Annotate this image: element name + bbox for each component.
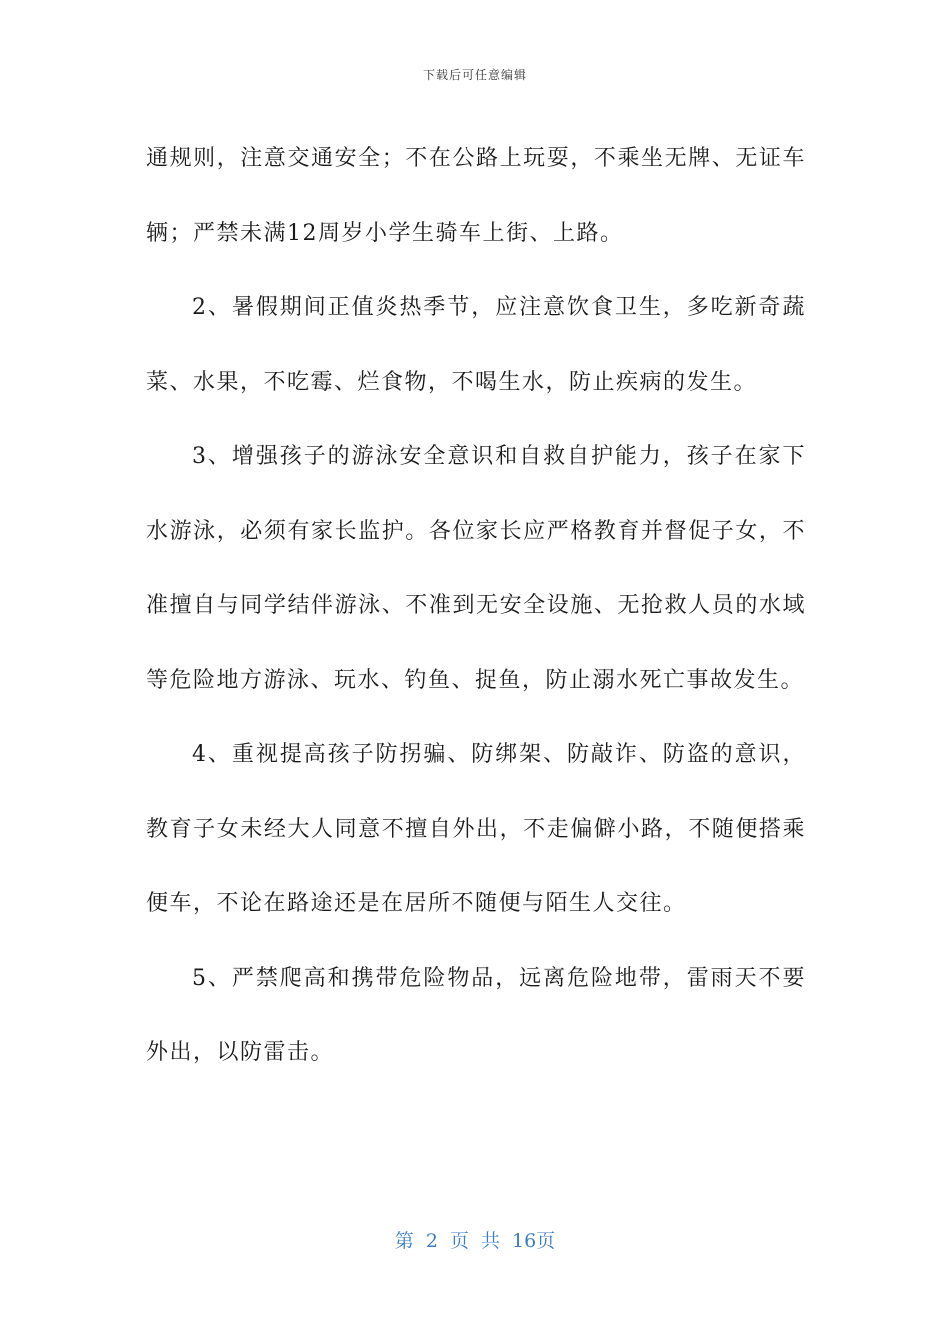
paragraph-item-3: 3、增强孩子的游泳安全意识和自救自护能力，孩子在家下水游泳，必须有家长监护。各位家长应严格教育并督促子女，不准擅自与同学结伴游泳、不准到无安全设施、无抢救人员的水域等危险地方游泳、玩水、钓鱼、捉鱼，防止溺水死亡事故发生。 <box>146 444 806 693</box>
download-note: 下载后可任意编辑 <box>422 68 527 82</box>
paragraph-item-2: 2、暑假期间正值炎热季节，应注意饮食卫生，多吃新奇蔬菜、水果，不吃霉、烂食物，不喝生水，防止疾病的发生。 <box>146 295 806 395</box>
paragraph-item-4: 4、重视提高孩子防拐骗、防绑架、防敲诈、防盗的意识，教育子女未经大人同意不擅自外出，不走偏僻小路，不随便搭乘便车，不论在路途还是在居所不随便与陌生人交往。 <box>146 742 806 916</box>
document-body <box>146 122 806 1091</box>
page-number: 第 2 页 共 16页 <box>394 1230 556 1252</box>
paragraph-item-5: 5、严禁爬高和携带危险物品，远离危险地带，雷雨天不要外出，以防雷击。 <box>146 965 806 1065</box>
paragraph-continuation: 通规则，注意交通安全；不在公路上玩耍，不乘坐无牌、无证车辆；严禁未满12周岁小学生骑车上街、上路。 <box>146 146 806 246</box>
